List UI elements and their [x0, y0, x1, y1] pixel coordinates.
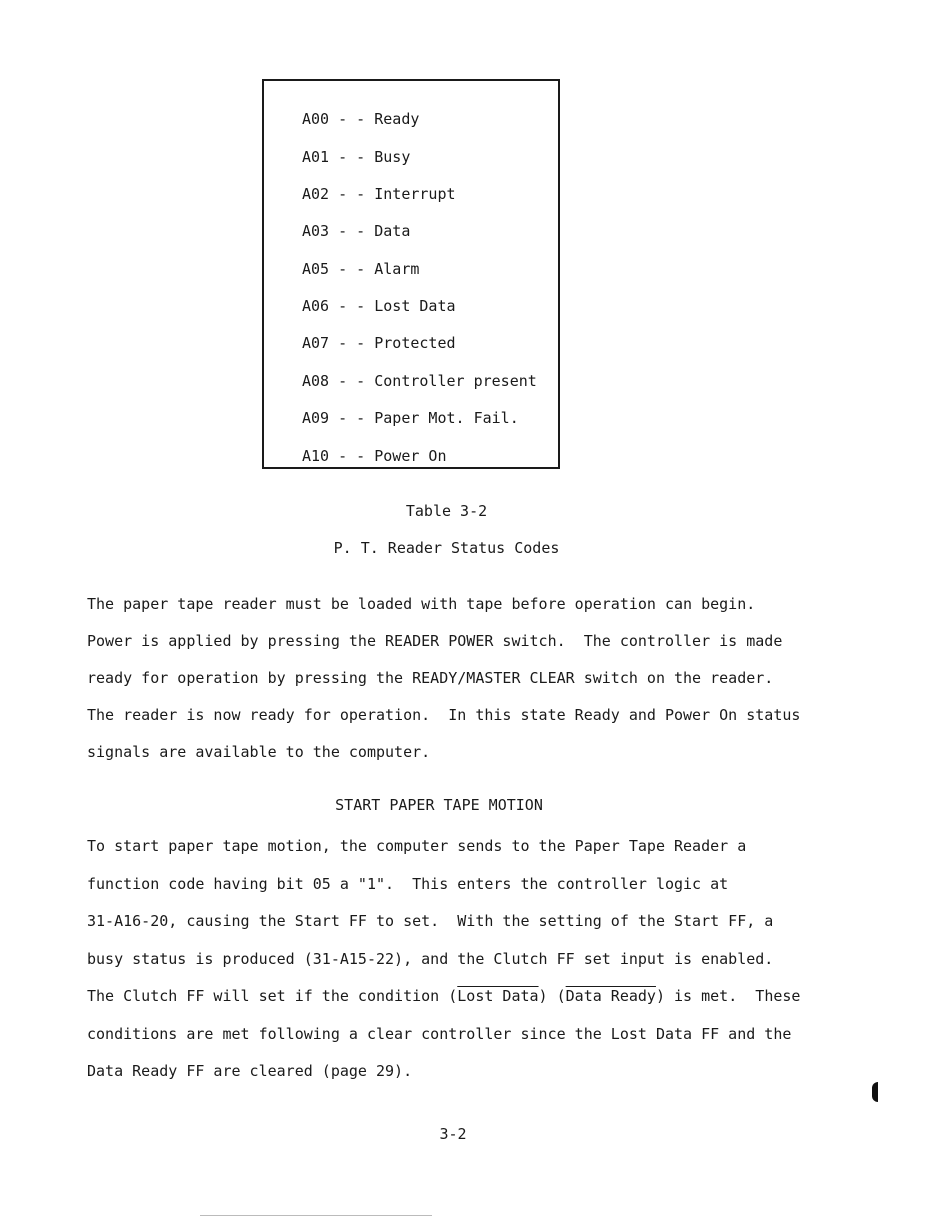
negated-signal-data-ready: Data Ready	[565, 987, 656, 1005]
line-text: The Clutch FF will set if the condition (	[87, 987, 458, 1005]
paragraph-line-with-negations	[87, 986, 800, 1006]
paragraph-line: Data Ready FF are cleared (page 29).	[87, 1062, 413, 1080]
margin-mark	[872, 1082, 878, 1102]
status-code-row: A00 - - Ready	[302, 110, 420, 128]
paragraph-line: signals are available to the computer.	[87, 743, 431, 761]
status-code-row: A01 - - Busy	[302, 148, 411, 166]
status-codes-table	[262, 79, 560, 469]
paragraph-line: busy status is produced (31-A15-22), and the Clutch FF set input is enabled.	[87, 950, 774, 968]
status-code-row: A02 - - Interrupt	[302, 185, 456, 203]
paragraph-line: To start paper tape motion, the computer sends to the Paper Tape Reader a	[87, 837, 747, 855]
status-code-row: A03 - - Data	[302, 222, 411, 240]
paragraph-line: function code having bit 05 a "1". This enters the controller logic at	[87, 875, 729, 893]
table-caption-title: P. T. Reader Status Codes	[333, 539, 560, 557]
section-heading: START PAPER TAPE MOTION	[335, 796, 543, 814]
scan-artifact-line	[200, 1215, 432, 1216]
status-code-row: A10 - - Power On	[302, 447, 447, 465]
status-code-row: A09 - - Paper Mot. Fail.	[302, 409, 519, 427]
page-number: 3-2	[439, 1125, 467, 1143]
status-code-row: A05 - - Alarm	[302, 260, 420, 278]
status-code-row: A07 - - Protected	[302, 334, 456, 352]
paragraph-line: Power is applied by pressing the READER POWER switch. The controller is made	[87, 632, 783, 650]
line-text: ) is met. These	[655, 987, 801, 1005]
paragraph-line: 31-A16-20, causing the Start FF to set. With the setting of the Start FF, a	[87, 912, 774, 930]
paragraph-line: ready for operation by pressing the READY/MASTER CLEAR switch on the reader.	[87, 669, 774, 687]
status-code-row: A08 - - Controller present	[302, 372, 537, 390]
paragraph-line: conditions are met following a clear controller since the Lost Data FF and the	[87, 1025, 792, 1043]
negated-signal-lost-data: Lost Data	[457, 987, 539, 1005]
status-code-row: A06 - - Lost Data	[302, 297, 456, 315]
line-text: ) (	[538, 987, 566, 1005]
paragraph-line: The paper tape reader must be loaded with tape before operation can begin.	[87, 595, 756, 613]
paragraph-line: The reader is now ready for operation. In this state Ready and Power On status	[87, 706, 801, 724]
table-caption-number: Table 3-2	[405, 502, 488, 520]
